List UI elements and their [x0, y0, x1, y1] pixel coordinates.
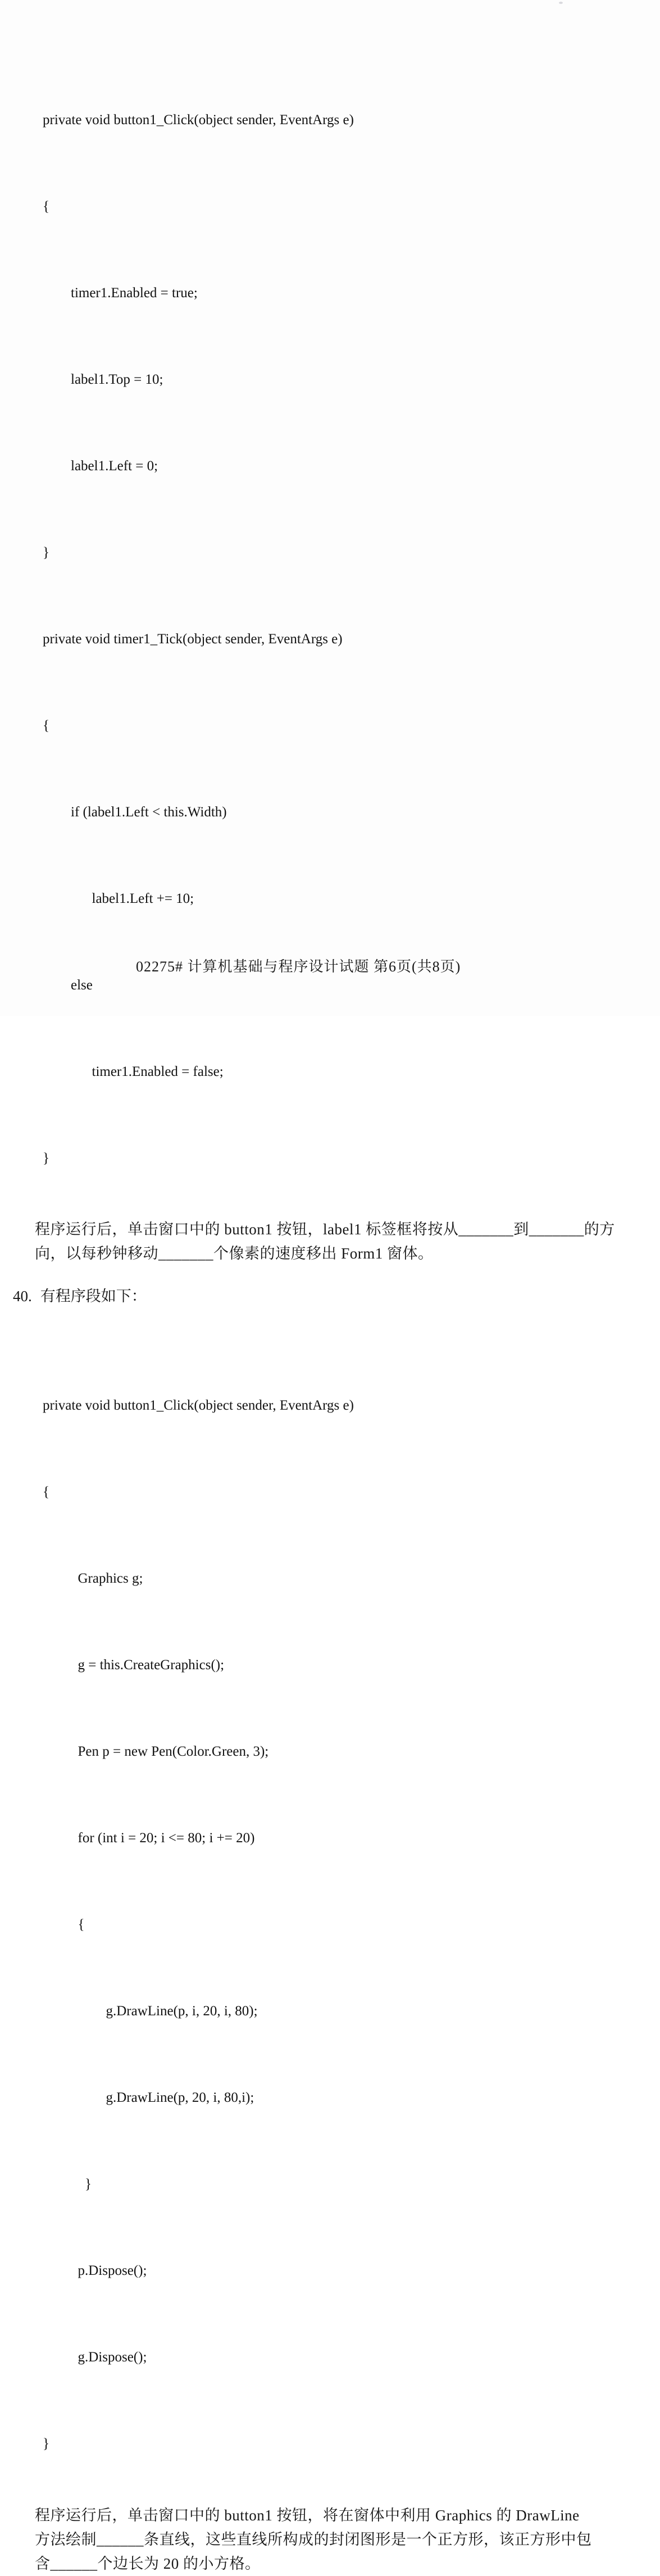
question-40: [0, 1284, 660, 2576]
code-line: }: [43, 1148, 660, 1170]
page-footer: 02275# 计算机基础与程序设计试题 第6页(共8页): [136, 955, 461, 976]
question-number: 40.: [13, 1288, 32, 1305]
code-line: {: [43, 1482, 660, 1503]
narrative-line: 程序运行后，单击窗口中的 button1 按钮，将在窗体中利用 Graphics 的 DrawLine: [35, 2504, 638, 2528]
question-39-continuation: [0, 23, 660, 1266]
q40-header: [13, 1284, 660, 1309]
code-line: label1.Left += 10;: [43, 888, 660, 910]
code-line: timer1.Enabled = true;: [43, 283, 660, 305]
code-line: {: [43, 196, 660, 218]
code-line: }: [43, 2174, 660, 2196]
code-line: g.DrawLine(p, 20, i, 80,i);: [43, 2087, 660, 2109]
code-line: g.DrawLine(p, i, 20, i, 80);: [43, 2001, 660, 2023]
code-line: }: [43, 2433, 660, 2455]
code-line: label1.Left = 0;: [43, 456, 660, 478]
code-line: g = this.CreateGraphics();: [43, 1655, 660, 1677]
code-line: {: [43, 715, 660, 737]
q40-narrative: [35, 2504, 638, 2576]
code-line: label1.Top = 10;: [43, 369, 660, 391]
code-line: private void button1_Click(object sender, EventArgs e): [43, 1395, 660, 1417]
narrative-line: 方法绘制______条直线，这些直线所构成的封闭图形是一个正方形，该正方形中包: [35, 2528, 638, 2552]
code-line: p.Dispose();: [43, 2260, 660, 2282]
narrative-line: 含______个边长为 20 的小方格。: [35, 2552, 638, 2576]
scan-artifact: [559, 2, 563, 4]
code-line: }: [43, 542, 660, 564]
code-line: timer1.Enabled = false;: [43, 1061, 660, 1083]
code-line: g.Dispose();: [43, 2347, 660, 2369]
q40-code-block: [43, 1309, 660, 2498]
code-line: Graphics g;: [43, 1568, 660, 1590]
q39-narrative: [35, 1217, 638, 1266]
code-line: else: [43, 975, 660, 997]
narrative-line: 向，以每秒钟移动_______个像素的速度移出 Form1 窗体。: [35, 1242, 638, 1266]
code-line: private void timer1_Tick(object sender, EventArgs e): [43, 629, 660, 651]
exam-page: [0, 0, 660, 1016]
code-line: Pen p = new Pen(Color.Green, 3);: [43, 1741, 660, 1763]
code-line: {: [43, 1914, 660, 1936]
q39-code-block: [43, 23, 660, 1213]
question-intro: 有程序段如下：: [40, 1288, 147, 1305]
narrative-line: 程序运行后，单击窗口中的 button1 按钮，label1 标签框将按从_______到_______的方: [35, 1217, 638, 1242]
code-line: if (label1.Left < this.Width): [43, 802, 660, 824]
code-line: for (int i = 20; i <= 80; i += 20): [43, 1828, 660, 1850]
code-line: private void button1_Click(object sender, EventArgs e): [43, 110, 660, 131]
